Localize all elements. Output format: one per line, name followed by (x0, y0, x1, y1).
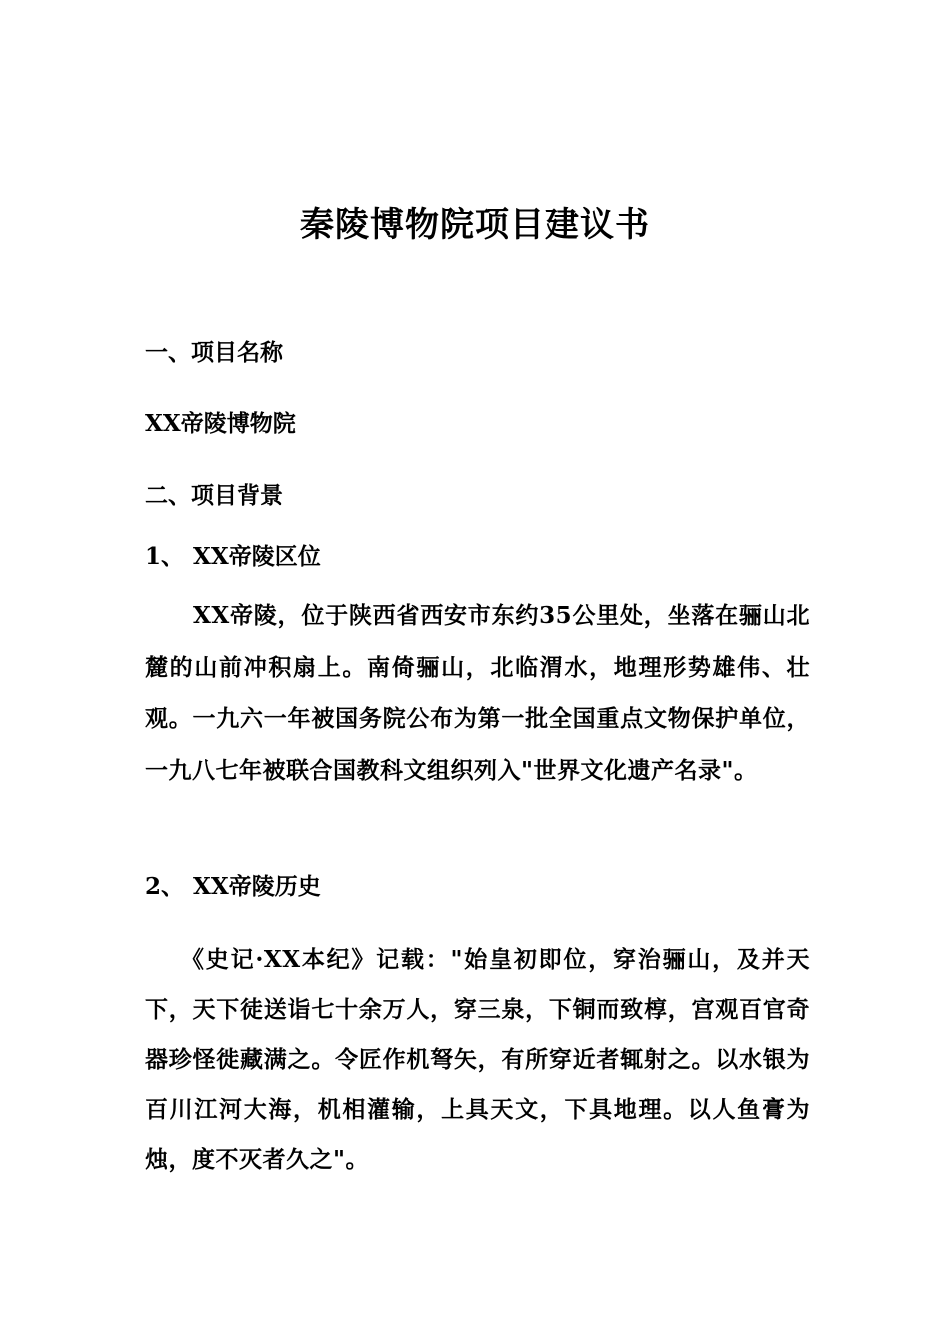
subsection-number: 1、 (145, 543, 185, 570)
subsection-heading-location (145, 542, 815, 572)
location-paragraph: XX帝陵，位于陕西省西安市东约35公里处，坐落在骊山北麓的山前冲积扇上。南倚骊山，北临渭水，地理形势雄伟、壮观。一九六一年被国务院公布为第一批全国重点文物保护单位，一九八七年被联合国教科文组织列入"世界文化遗产名录"。 (145, 602, 810, 784)
subsection-heading-history (145, 872, 815, 902)
document-title: 秦陵博物院项目建议书 (300, 205, 650, 245)
project-name-text: XX帝陵博物院 (145, 410, 296, 437)
history-paragraph: 《史记·XX本纪》记载："始皇初即位，穿治骊山，及并天下，天下徒送诣七十余万人，穿三泉，下铜而致椁，宫观百官奇器珍怪徙藏满之。令匠作机弩矢，有所穿近者辄射之。以水银为百川江河大海，机相灌输，上具天文，下具地理。以人鱼膏为烛，度不灭者久之"。 (145, 946, 810, 1173)
subsection-title: XX帝陵历史 (193, 873, 321, 900)
subsection-title: XX帝陵区位 (193, 543, 321, 570)
section-heading-background: 二、项目背景 (145, 482, 283, 509)
subsection-number: 2、 (145, 873, 185, 900)
section-heading-project-name: 一、项目名称 (145, 339, 283, 366)
